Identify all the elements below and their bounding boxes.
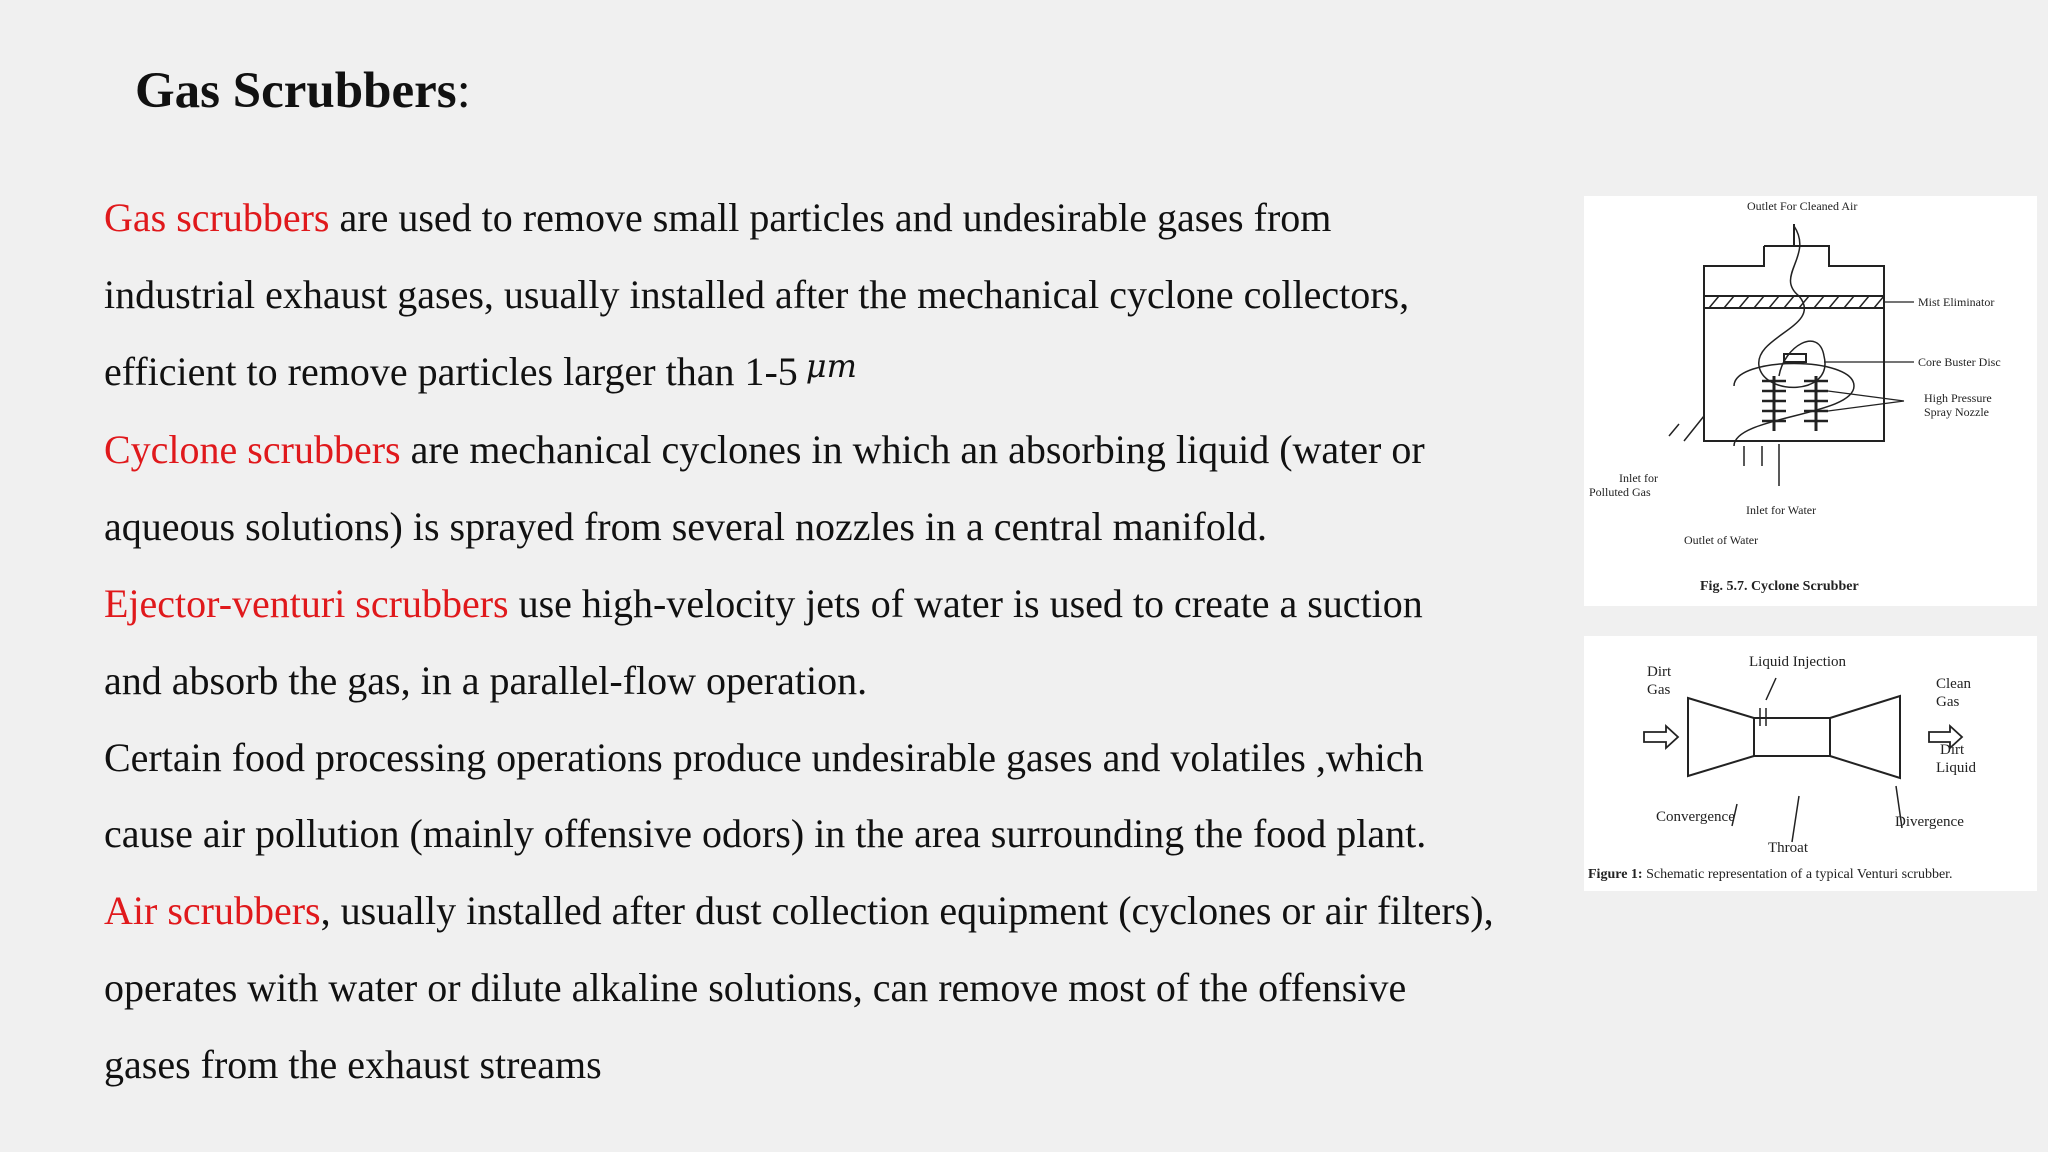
term-ejector-venturi-scrubbers: Ejector-venturi scrubbers bbox=[104, 580, 509, 626]
term-gas-scrubbers: Gas scrubbers bbox=[104, 195, 330, 240]
body-line bbox=[104, 720, 1604, 797]
line-text: operates with water or dilute alkaline solutions, can remove most of the offensive bbox=[104, 964, 1407, 1010]
inlet-water-label: Inlet for Water bbox=[1746, 503, 1817, 517]
body-line bbox=[104, 873, 1604, 950]
unit-micrometer: μm bbox=[805, 346, 857, 385]
venturi-caption-bold: Figure 1: bbox=[1588, 867, 1643, 882]
slide-title-text: Gas Scrubbers bbox=[135, 63, 457, 119]
spray-label-2: Spray Nozzle bbox=[1924, 405, 1989, 419]
line-text: cause air pollution (mainly offensive odors) in the area surrounding the food plant. bbox=[104, 811, 1427, 857]
outlet-label: Outlet For Cleaned Air bbox=[1747, 199, 1858, 213]
dirt-gas-label-1: Dirt bbox=[1647, 664, 1672, 680]
body-line bbox=[104, 180, 1604, 257]
line-text: Certain food processing operations produce undesirable gases and volatiles ,which bbox=[104, 734, 1424, 780]
convergence-label: Convergence bbox=[1656, 809, 1735, 825]
line-text: aqueous solutions) is sprayed from several nozzles in a central manifold. bbox=[104, 504, 1267, 550]
line-text: and absorb the gas, in a parallel-flow operation. bbox=[104, 657, 868, 703]
cyclone-caption: Fig. 5.7. Cyclone Scrubber bbox=[1700, 579, 1859, 594]
venturi-scrubber-diagram bbox=[1584, 636, 2037, 891]
body-line bbox=[104, 566, 1604, 643]
line-text: efficient to remove particles larger than 1-5 bbox=[104, 348, 798, 394]
inlet-gas-label-2: Polluted Gas bbox=[1589, 485, 1651, 499]
body-line bbox=[104, 257, 1604, 334]
body-line bbox=[104, 796, 1604, 873]
slide-title bbox=[135, 62, 471, 120]
line-text: use high-velocity jets of water is used to create a suction bbox=[508, 580, 1423, 626]
line-text: industrial exhaust gases, usually installed after the mechanical cyclone collectors, bbox=[104, 271, 1410, 317]
mist-eliminator-label: Mist Eliminator bbox=[1918, 295, 1995, 309]
divergence-label: Divergence bbox=[1895, 814, 1964, 830]
clean-gas-label-2: Gas bbox=[1936, 694, 1960, 710]
line-text: are used to remove small particles and undesirable gases from bbox=[329, 195, 1332, 240]
body-line bbox=[104, 950, 1604, 1027]
body-line bbox=[104, 1027, 1604, 1104]
slide-body bbox=[104, 180, 1604, 1104]
term-cyclone-scrubbers: Cyclone scrubbers bbox=[104, 427, 401, 473]
line-text: are mechanical cyclones in which an absorbing liquid (water or bbox=[400, 427, 1425, 473]
line-text: gases from the exhaust streams bbox=[104, 1041, 602, 1087]
outlet-water-label: Outlet of Water bbox=[1684, 533, 1759, 547]
body-line bbox=[104, 489, 1604, 566]
line-text: , usually installed after dust collection equipment (cyclones or air filters), bbox=[320, 888, 1494, 934]
dirt-gas-label-2: Gas bbox=[1647, 682, 1671, 698]
dirt-liquid-label-2: Liquid bbox=[1936, 760, 1976, 776]
venturi-scrubber-figure bbox=[1584, 636, 2037, 891]
body-line bbox=[104, 643, 1604, 720]
spray-label-1: High Pressure bbox=[1924, 391, 1992, 405]
core-buster-label: Core Buster Disc bbox=[1918, 355, 2001, 369]
inlet-gas-label-1: Inlet for bbox=[1619, 471, 1658, 485]
dirt-liquid-label-1: Dirt bbox=[1940, 742, 1965, 758]
cyclone-scrubber-diagram bbox=[1584, 196, 2037, 606]
slide-title-colon: : bbox=[456, 63, 471, 119]
body-line bbox=[104, 334, 1604, 413]
throat-label: Throat bbox=[1768, 840, 1808, 856]
liquid-injection-label: Liquid Injection bbox=[1749, 654, 1847, 670]
clean-gas-label-1: Clean bbox=[1936, 676, 1971, 692]
venturi-caption bbox=[1588, 867, 1953, 882]
cyclone-scrubber-figure bbox=[1584, 196, 2037, 606]
term-air-scrubbers: Air scrubbers bbox=[104, 888, 321, 934]
venturi-caption-text: Schematic representation of a typical Venturi scrubber. bbox=[1642, 867, 1953, 882]
body-line bbox=[104, 412, 1604, 489]
